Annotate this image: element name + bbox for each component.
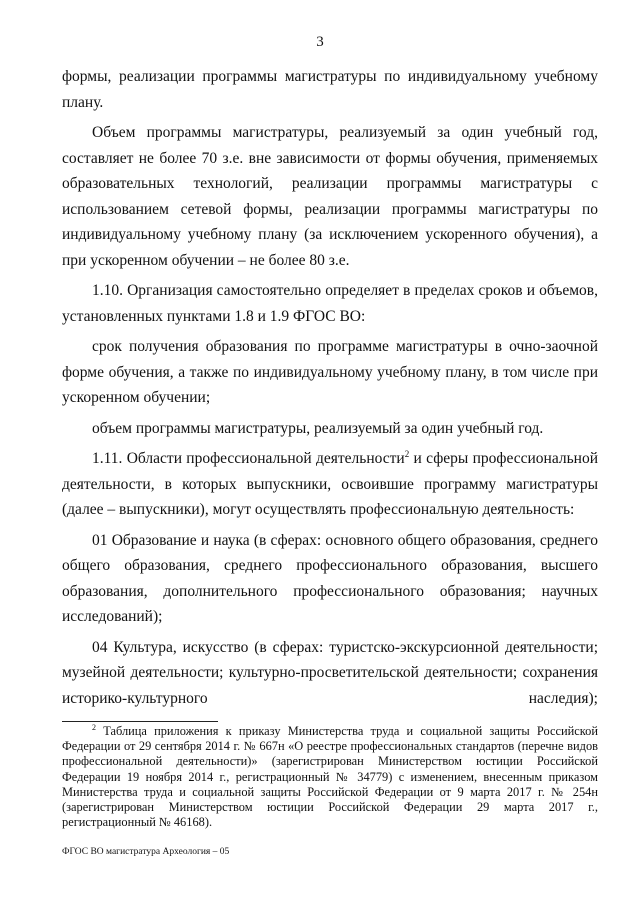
paragraph-1-11-rest: и сферы профессиональной деятельности, в которых выпускники, освоившие программу магистратуры (далее – выпускники), могут осуществлять профессиональную деятельность: [62,450,598,518]
paragraph-1-11 [62,446,598,523]
body-text [62,64,598,716]
footnote-separator [62,721,218,722]
paragraph-annual-volume: Объем программы магистратуры, реализуемый за один учебный год, составляет не более 70 з.е. вне зависимости от формы обучения, применяемых образовательных технологий, реализации программы магистратуры с использованием сетевой формы, реализации программы магистратуры по индивидуальному учебному плану (за исключением ускоренного обучения), а при ускоренном обучении – не более 80 з.е. [62,124,598,269]
paragraph-program-volume: объем программы магистратуры, реализуемый за один учебный год. [92,419,544,437]
footnote-reference: 2 [404,448,410,459]
paragraph-area-04: 04 Культура, искусство (в сферах: туристско-экскурсионной деятельности; музейной деятельности; культурно-просветительской деятельности; сохранения историко-культурного наследия); [62,638,598,707]
paragraph-1-11-start: 1.11. Области профессиональной деятельности [92,450,405,467]
page-footer: ФГОС ВО магистратура Археология – 05 [62,847,230,857]
footnote [62,724,598,830]
paragraph-continuation: формы, реализации программы магистратуры по индивидуальному учебному плану. [62,68,598,111]
page-number: 3 [316,34,324,50]
paragraph-1-10: 1.10. Организация самостоятельно определяет в пределах сроков и объемов, установленных пунктами 1.8 и 1.9 ФГОС ВО: [62,282,598,325]
footnote-text: Таблица приложения к приказу Министерства труда и социальной защиты Российской Федерации от 29 сентября 2014 г. № 667н «О реестре профессиональных стандартов (перечне видов профессиональной деятельности)» (зарегистрирован Министерством юстиции Российской Федерации 19 ноября 2014 г., регистрационный № 34779) с изменением, внесенным приказом Министерства труда и социальной защиты Российской Федерации от 9 марта 2017 г. № 254н (зарегистрирован Министерством юстиции Российской Федерации 29 марта 2017 г., регистрационный № 46168). [62,724,598,830]
footnote-marker: 2 [92,722,96,732]
paragraph-area-01: 01 Образование и наука (в сферах: основного общего образования, среднего общего образования, среднего профессионального образования, высшего образования, дополнительного профессионального образования; научных исследований); [62,531,598,625]
paragraph-study-period: срок получения образования по программе магистратуры в очно-заочной форме обучения, а также по индивидуальному учебному плану, в том числе при ускоренном обучении; [62,338,598,406]
